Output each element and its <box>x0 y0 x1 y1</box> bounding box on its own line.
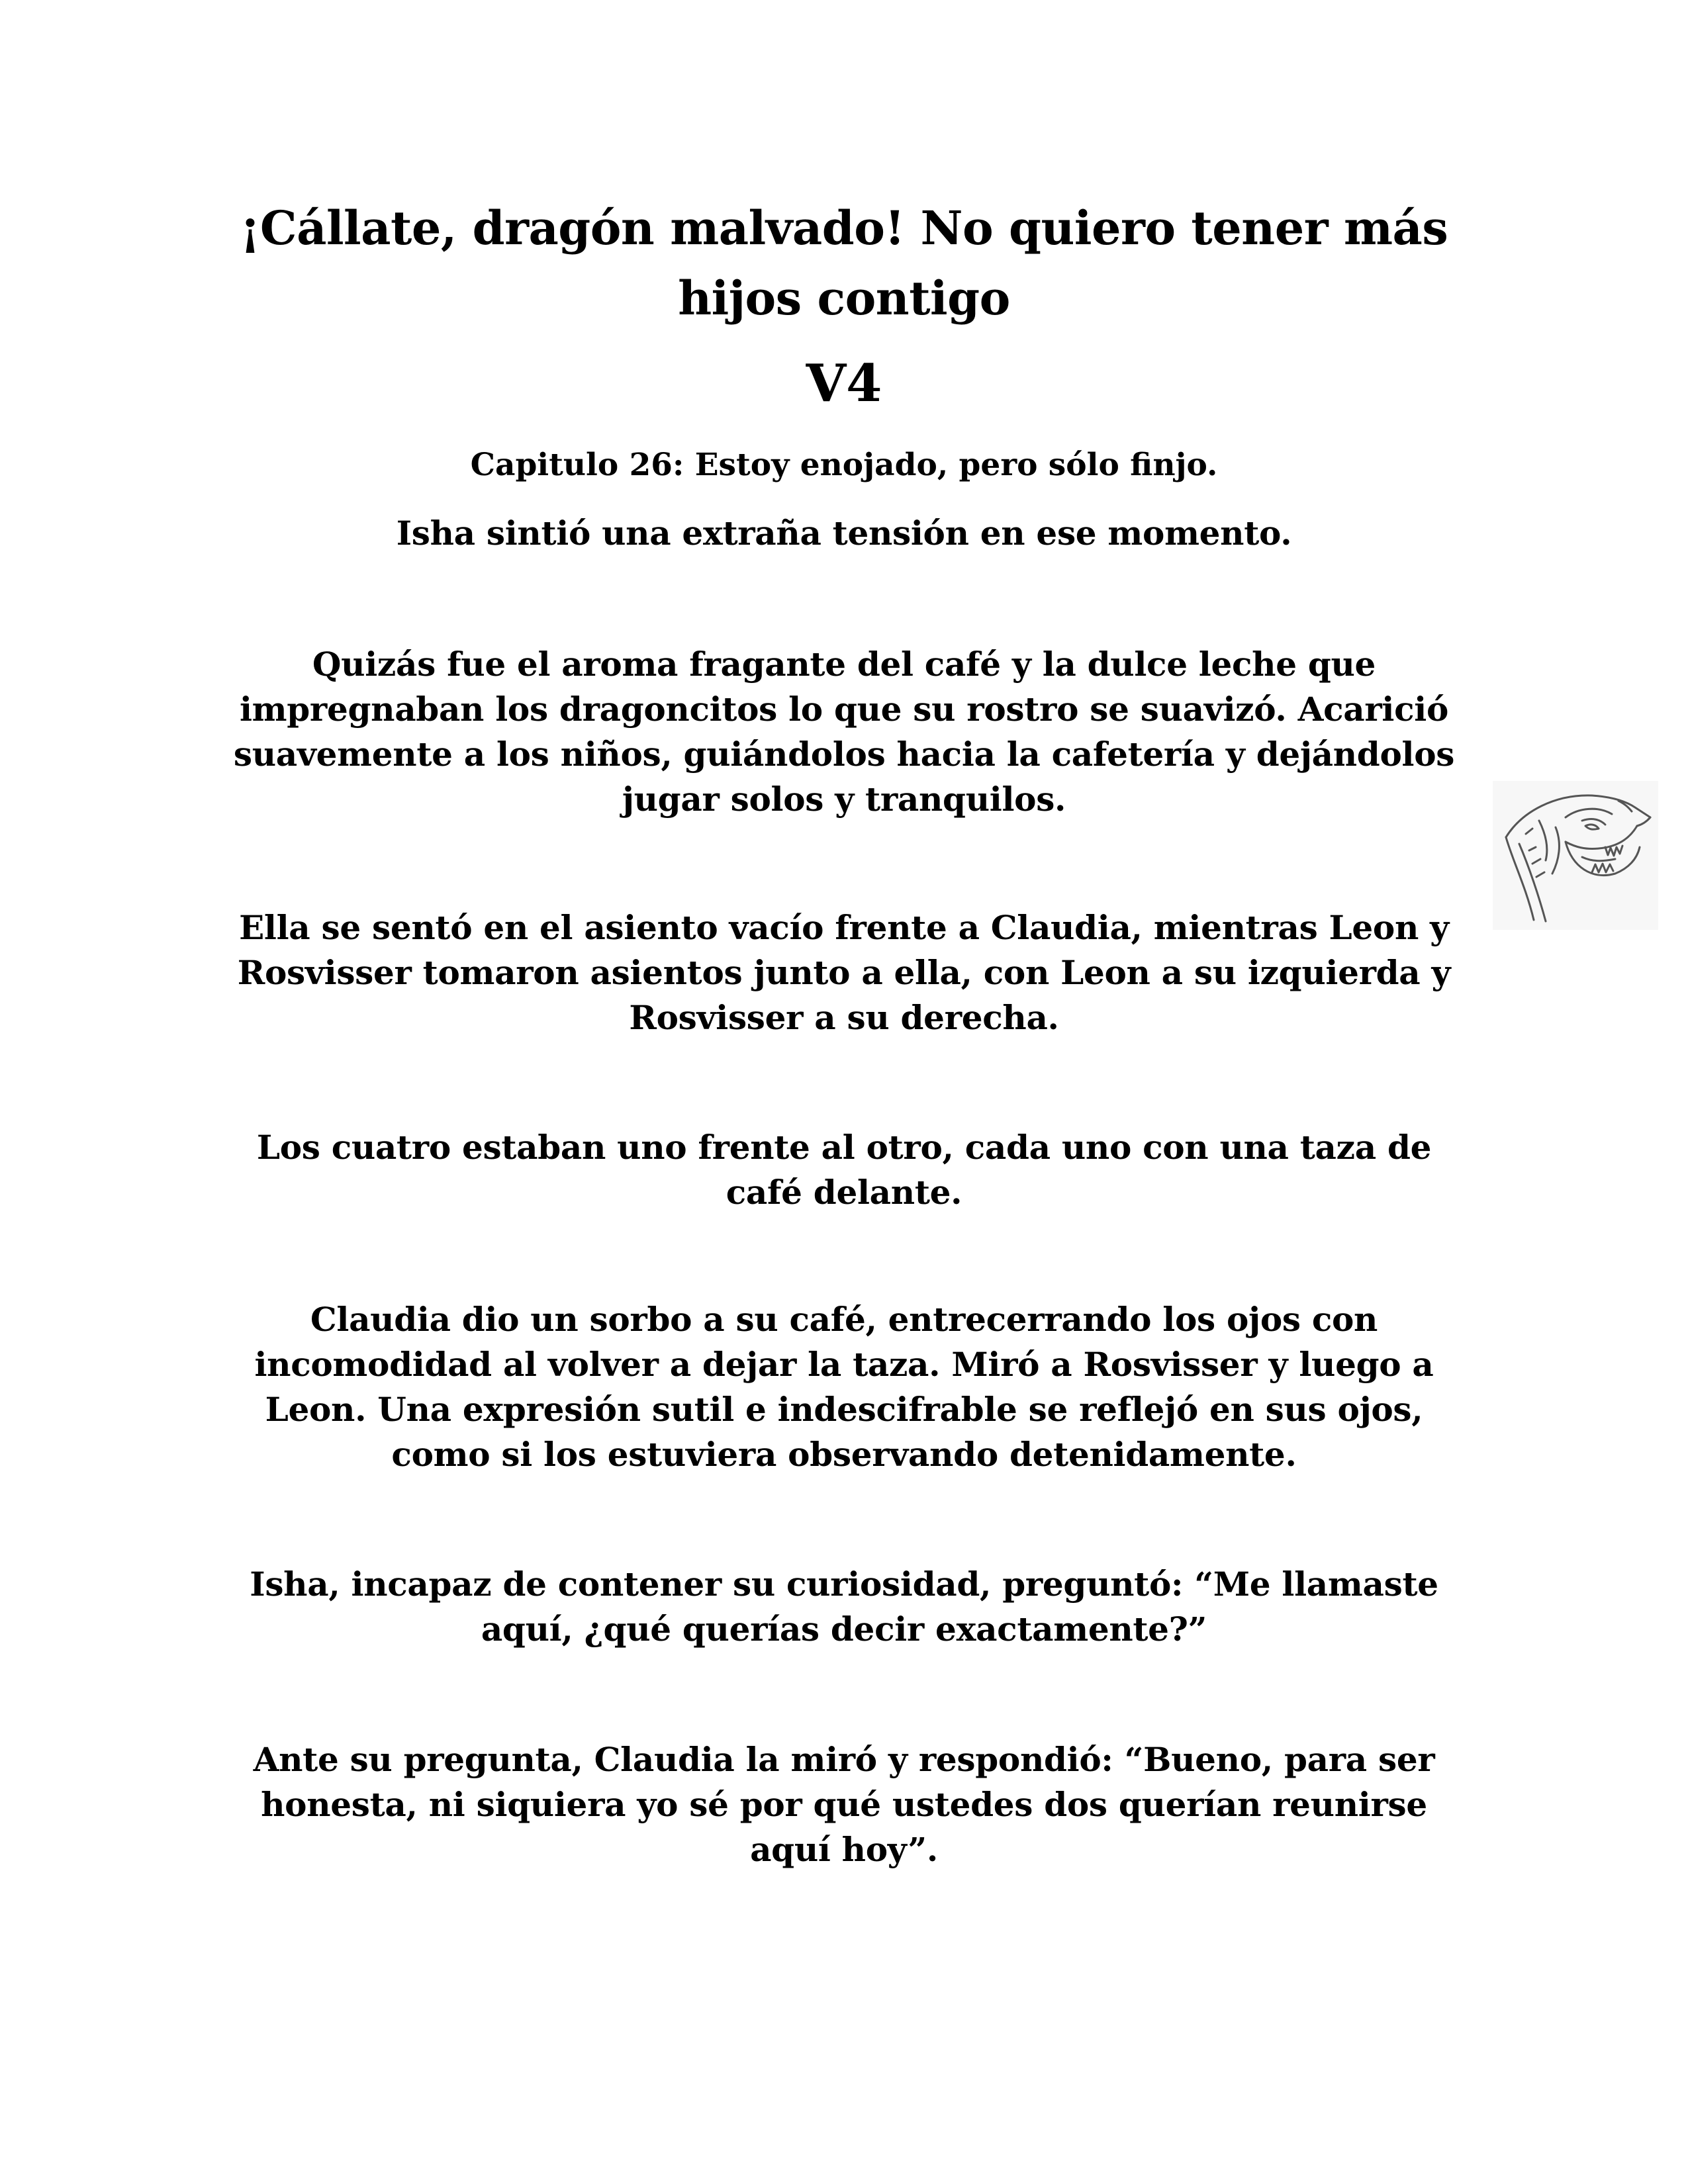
paragraph: Los cuatro estaban uno frente al otro, cada uno con una taza de café delante. <box>256 1128 1432 1212</box>
document-title: ¡Cállate, dragón malvado! No quiero tener más hijos contigo <box>240 201 1448 326</box>
paragraph: Quizás fue el aroma fragante del café y la dulce leche que impregnaban los dragoncitos lo que su rostro se suavizó. Acarició suavemente a los niños, guiándolos hacia la cafetería y dejándolos jugar solos y tranquilos. <box>233 645 1455 819</box>
chapter-heading: Capitulo 26: Estoy enojado, pero sólo finjo. <box>470 447 1218 483</box>
paragraph: Ella se sentó en el asiento vacío frente a Claudia, mientras Leon y Rosvisser tomaron asientos junto a ella, con Leon a su izquierda y Rosvisser a su derecha. <box>237 908 1451 1037</box>
dragon-sketch-icon <box>1493 781 1658 930</box>
paragraph: Claudia dio un sorbo a su café, entrecerrando los ojos con incomodidad al volver a dejar la taza. Miró a Rosvisser y luego a Leon. Una expresión sutil e indescifrable se reflejó en sus ojos, como si los estuviera observando detenidamente. <box>254 1300 1434 1474</box>
paragraph: Isha sintió una extraña tensión en ese momento. <box>396 514 1292 553</box>
volume-label: V4 <box>806 353 882 414</box>
paragraph: Ante su pregunta, Claudia la miró y respondió: “Bueno, para ser honesta, ni siquiera yo sé por qué ustedes dos querían reunirse aquí hoy”. <box>253 1740 1435 1869</box>
paragraph: Isha, incapaz de contener su curiosidad, preguntó: “Me llamaste aquí, ¿qué querías decir exactamente?” <box>250 1565 1438 1649</box>
